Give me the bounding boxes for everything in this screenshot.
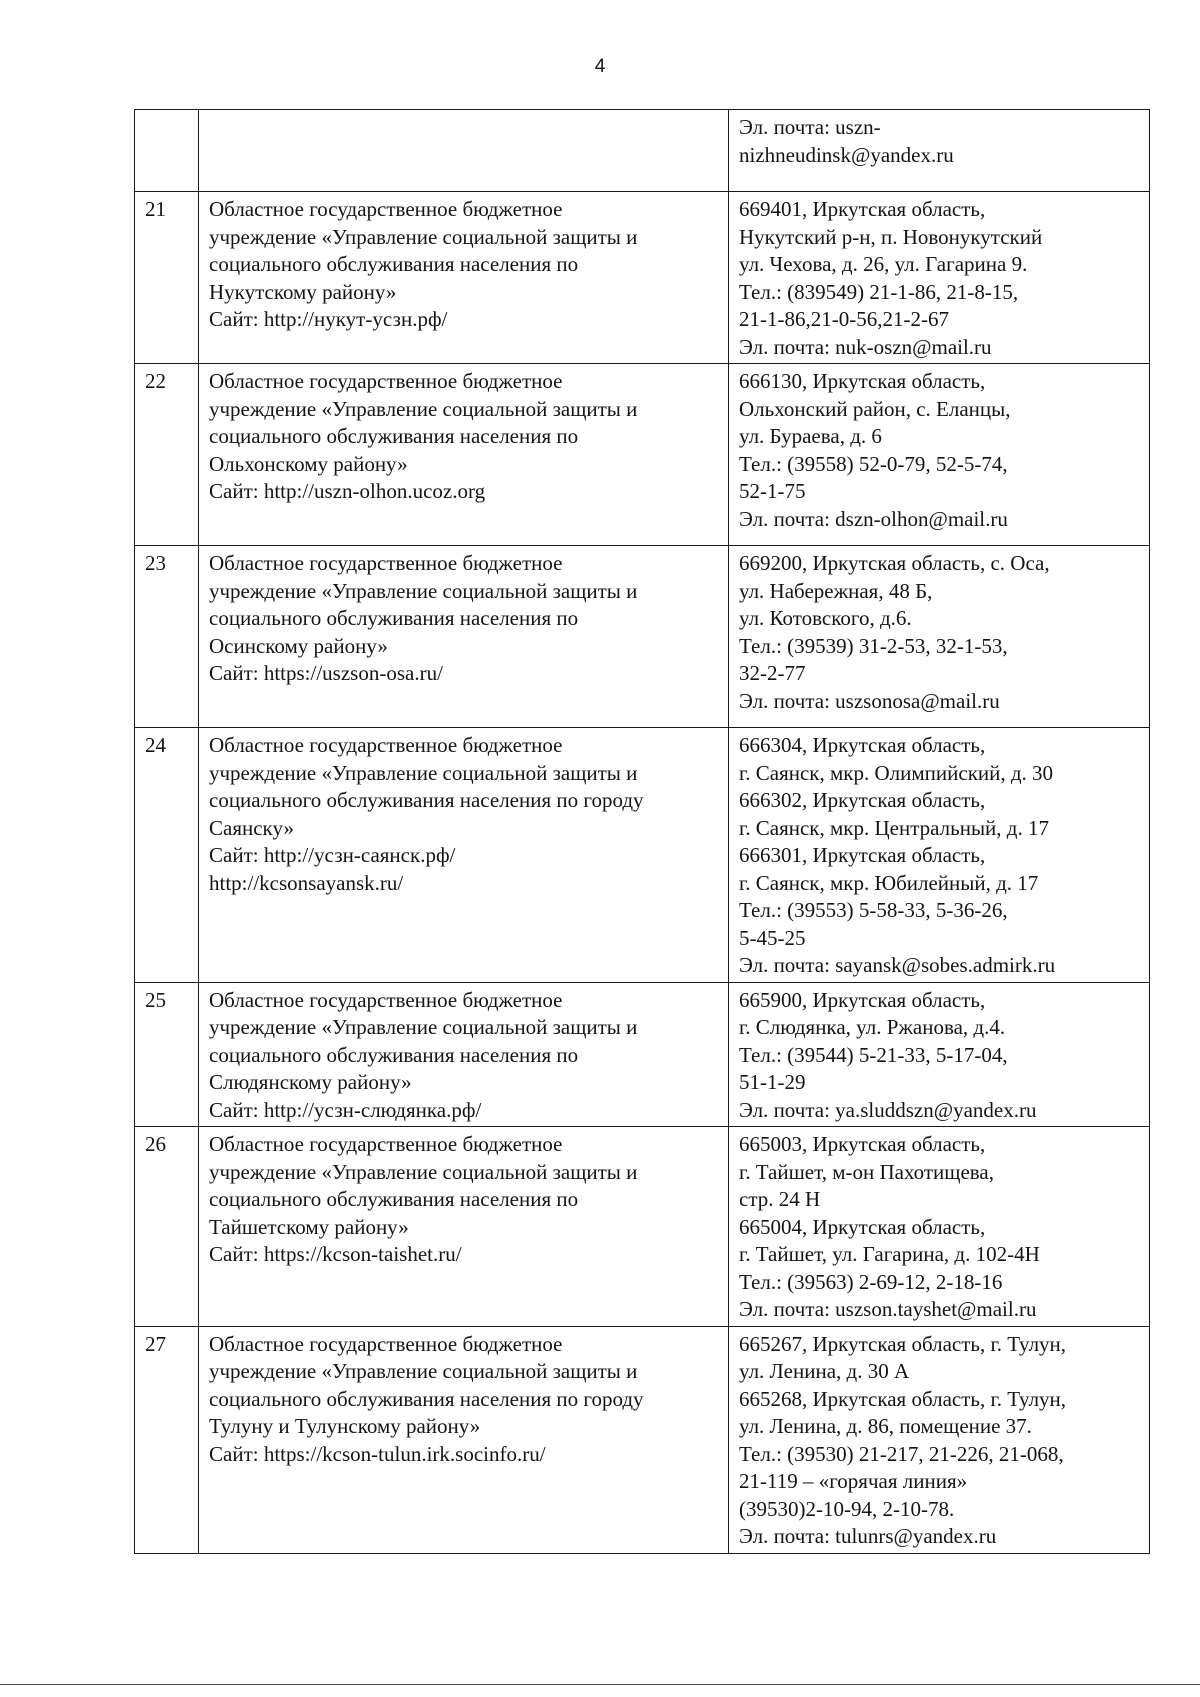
contact-line: Тел.: (839549) 21-1-86, 21-8-15, [739, 279, 1019, 304]
institution-name-line: Нукутскому району» [209, 279, 397, 304]
contact-line: 52-1-75 [739, 479, 806, 503]
contact-line: 666304, Иркутская область, [739, 733, 986, 757]
contact-line: 666130, Иркутская область, [739, 369, 986, 393]
contact-line: ул. Ленина, д. 30 А [739, 1359, 910, 1383]
contact-line: Ольхонский район, с. Еланцы, [739, 396, 1011, 421]
institution-cell [199, 982, 729, 1127]
institution-name-line: учреждение «Управление социальной защиты и [209, 224, 638, 249]
institution-name-line: социального обслуживания населения по городу [209, 788, 644, 812]
contact-line: Тел.: (39558) 52-0-79, 52-5-74, [739, 451, 1008, 476]
table-row [135, 364, 1150, 546]
contact-line: 669200, Иркутская область, с. Оса, [739, 551, 1050, 575]
contact-line: 32-2-77 [739, 661, 806, 685]
row-number: 23 [145, 551, 166, 575]
contact-line: Эл. почта: dszn-olhon@mail.ru [739, 506, 1008, 531]
contact-line: ул. Котовского, д.6. [739, 606, 912, 630]
contact-line: г. Саянск, мкр. Олимпийский, д. 30 [739, 760, 1054, 785]
institution-name-line: учреждение «Управление социальной защиты и [209, 1015, 638, 1039]
institution-name-line: Осинскому району» [209, 633, 388, 658]
institution-name-line: Тайшетскому району» [209, 1214, 409, 1239]
institution-cell [199, 364, 729, 546]
institution-name-line: Слюдянскому району» [209, 1070, 412, 1094]
contact-line: (39530)2-10-94, 2-10-78. [739, 1496, 955, 1521]
contact-line: Эл. почта: uszson.tayshet@mail.ru [739, 1297, 1037, 1321]
institution-website-line: Сайт: http://усзн-слюдянка.рф/ [209, 1097, 482, 1122]
contact-line: 21-119 – «горячая линия» [739, 1469, 968, 1493]
contact-line: Нукутский р-н, п. Новонукутский [739, 224, 1043, 249]
contact-line: г. Тайшет, м-он Пахотищева, [739, 1159, 994, 1184]
contact-line: Тел.: (39530) 21-217, 21-226, 21-068, [739, 1441, 1064, 1466]
institution-name-line: Областное государственное бюджетное [209, 197, 563, 221]
footer-rule [0, 1684, 1200, 1685]
institution-name-line: социального обслуживания населения по городу [209, 1386, 644, 1411]
contact-line: ул. Ленина, д. 86, помещение 37. [739, 1414, 1032, 1438]
row-number-cell [135, 546, 199, 728]
institution-name-line: социального обслуживания населения по [209, 424, 579, 448]
contact-line: Эл. почта: tulunrs@yandex.ru [739, 1524, 997, 1548]
institution-cell [199, 192, 729, 364]
contact-line: 666302, Иркутская область, [739, 788, 986, 812]
institution-cell [199, 110, 729, 192]
row-number: 21 [145, 197, 166, 221]
row-number: 27 [145, 1331, 166, 1356]
row-number-cell [135, 982, 199, 1127]
institution-website-line: Сайт: http://uszn-olhon.ucoz.org [209, 479, 486, 503]
contact-line: 665003, Иркутская область, [739, 1132, 986, 1156]
table-row [135, 1326, 1150, 1553]
row-number-cell [135, 110, 199, 192]
row-number: 22 [145, 369, 166, 393]
institution-name-line: Областное государственное бюджетное [209, 733, 563, 757]
institution-name-line: Областное государственное бюджетное [209, 1132, 563, 1156]
contact-line: Тел.: (39539) 31-2-53, 32-1-53, [739, 633, 1008, 658]
institution-website-line: http://kcsonsayansk.ru/ [209, 870, 404, 895]
institution-cell [199, 1127, 729, 1327]
contact-cell [729, 982, 1150, 1127]
contact-line: Эл. почта: ya.sluddszn@yandex.ru [739, 1097, 1037, 1122]
institution-name-line: учреждение «Управление социальной защиты и [209, 578, 638, 603]
institution-name-line: Областное государственное бюджетное [209, 1331, 563, 1356]
institution-name-line: Областное государственное бюджетное [209, 551, 563, 575]
institution-name-line: учреждение «Управление социальной защиты и [209, 1159, 638, 1184]
table-row [135, 192, 1150, 364]
table-row [135, 728, 1150, 983]
row-number: 25 [145, 987, 166, 1012]
institution-name-line: социального обслуживания населения по [209, 252, 579, 276]
contact-cell [729, 364, 1150, 546]
contact-line: 5-45-25 [739, 925, 806, 950]
contact-line: г. Саянск, мкр. Центральный, д. 17 [739, 815, 1049, 840]
contact-line: nizhneudinsk@yandex.ru [739, 142, 954, 167]
table-row [135, 1127, 1150, 1327]
row-number-cell [135, 1127, 199, 1327]
contact-cell [729, 192, 1150, 364]
institution-name-line: социального обслуживания населения по [209, 606, 579, 630]
page-number: 4 [594, 56, 606, 77]
institution-website-line: Сайт: https://kcson-taishet.ru/ [209, 1242, 462, 1266]
contact-line: 21-1-86,21-0-56,21-2-67 [739, 307, 949, 331]
institution-name-line: Тулуну и Тулунскому району» [209, 1414, 481, 1438]
row-number: 24 [145, 733, 166, 757]
contact-line: 665900, Иркутская область, [739, 987, 986, 1012]
contact-line: Тел.: (39563) 2-69-12, 2-18-16 [739, 1269, 1003, 1294]
institution-name-line: Ольхонскому району» [209, 451, 408, 476]
contact-line: Эл. почта: uszn- [739, 115, 881, 139]
institutions-table-body [135, 110, 1150, 1554]
contact-line: ул. Бураева, д. 6 [739, 424, 882, 448]
contact-line: 666301, Иркутская область, [739, 843, 986, 867]
institution-cell [199, 546, 729, 728]
contact-line: 665268, Иркутская область, г. Тулун, [739, 1386, 1067, 1411]
contact-line: 51-1-29 [739, 1070, 806, 1094]
contact-line: Эл. почта: uszsonosa@mail.ru [739, 688, 1000, 713]
institution-name-line: Областное государственное бюджетное [209, 987, 563, 1012]
institution-website-line: Сайт: https://kcson-tulun.irk.socinfo.ru/ [209, 1441, 546, 1466]
row-number-cell [135, 192, 199, 364]
contact-line: 665267, Иркутская область, г. Тулун, [739, 1331, 1067, 1356]
contact-line: 669401, Иркутская область, [739, 197, 986, 221]
institution-cell [199, 1326, 729, 1553]
contact-line: ул. Набережная, 48 Б, [739, 578, 933, 603]
contact-line: г. Слюдянка, ул. Ржанова, д.4. [739, 1015, 1006, 1039]
table-row [135, 110, 1150, 192]
contact-line: 665004, Иркутская область, [739, 1214, 986, 1239]
row-number-cell [135, 364, 199, 546]
contact-line: ул. Чехова, д. 26, ул. Гагарина 9. [739, 252, 1028, 276]
institution-name-line: социального обслуживания населения по [209, 1042, 579, 1067]
institution-name-line: Саянску» [209, 815, 294, 840]
contact-line: Эл. почта: sayansk@sobes.admirk.ru [739, 953, 1056, 977]
row-number-cell [135, 1326, 199, 1553]
table-row [135, 982, 1150, 1127]
institution-name-line: учреждение «Управление социальной защиты и [209, 1359, 638, 1383]
institution-name-line: учреждение «Управление социальной защиты и [209, 396, 638, 421]
contact-line: Тел.: (39553) 5-58-33, 5-36-26, [739, 898, 1008, 922]
table-row [135, 546, 1150, 728]
contact-cell [729, 1326, 1150, 1553]
contact-cell [729, 728, 1150, 983]
contact-line: г. Саянск, мкр. Юбилейный, д. 17 [739, 870, 1039, 895]
contact-line: Тел.: (39544) 5-21-33, 5-17-04, [739, 1042, 1008, 1067]
contact-cell [729, 546, 1150, 728]
institution-website-line: Сайт: http://нукут-усзн.рф/ [209, 307, 448, 331]
contact-line: г. Тайшет, ул. Гагарина, д. 102-4Н [739, 1242, 1040, 1266]
row-number: 26 [145, 1132, 166, 1156]
institution-website-line: Сайт: http://усзн-саянск.рф/ [209, 843, 456, 867]
institution-name-line: Областное государственное бюджетное [209, 369, 563, 393]
contact-cell [729, 1127, 1150, 1327]
contact-cell [729, 110, 1150, 192]
contact-line: Эл. почта: nuk-oszn@mail.ru [739, 334, 992, 359]
institution-website-line: Сайт: https://uszson-osa.ru/ [209, 661, 443, 685]
contact-line: стр. 24 Н [739, 1187, 821, 1211]
institution-name-line: учреждение «Управление социальной защиты и [209, 760, 638, 785]
institutions-table [134, 109, 1150, 1554]
institution-cell [199, 728, 729, 983]
institution-name-line: социального обслуживания населения по [209, 1187, 579, 1211]
row-number-cell [135, 728, 199, 983]
